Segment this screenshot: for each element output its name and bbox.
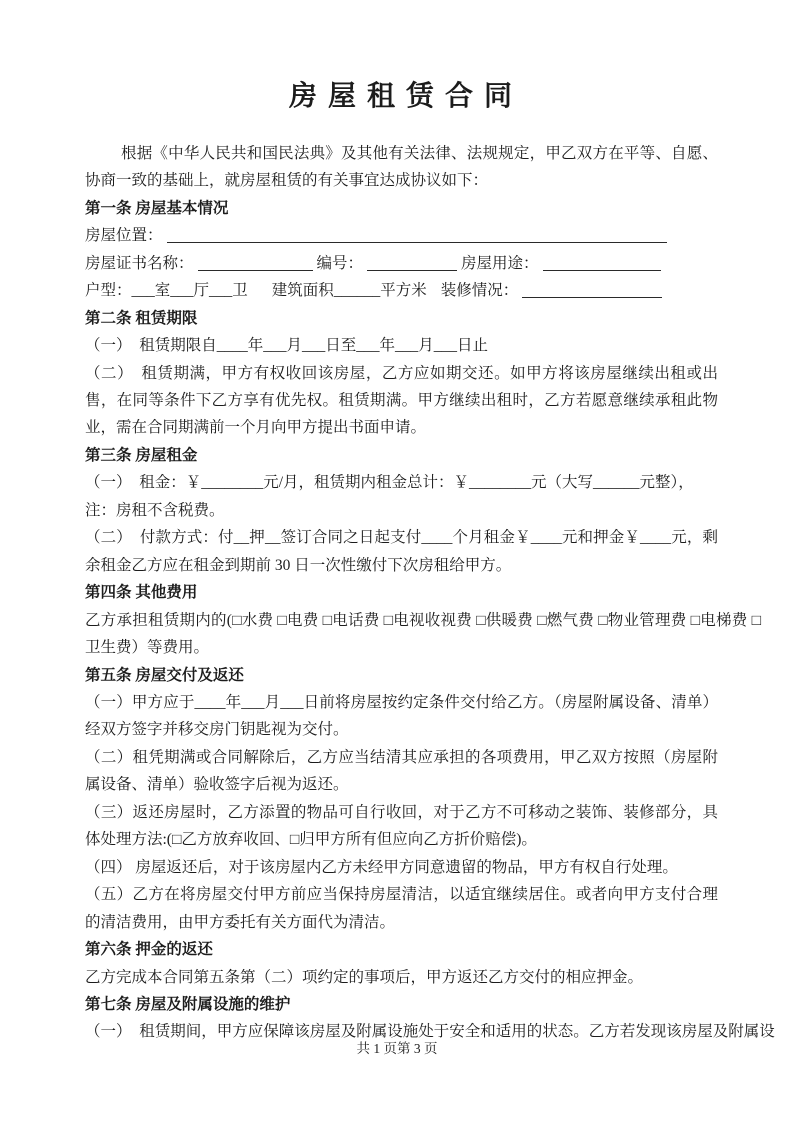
decoration-label: 装修情况： bbox=[440, 282, 519, 300]
certificate-number-label: 编号： bbox=[316, 254, 364, 272]
article-4-fees-paragraph: 乙方承担租赁期内的(□水费 □电费 □电话费 □电视收视费 □供暖费 □燃气费 □物业管理费 □电梯费 □卫生费）等费用。 bbox=[85, 611, 761, 657]
certificate-name-blank-line bbox=[198, 255, 313, 271]
article-7-heading: 第七条 房屋及附属设施的维护 bbox=[85, 996, 291, 1013]
article-6-heading: 第六条 押金的返还 bbox=[85, 941, 213, 959]
article-2-item-1: （一） 租赁期限自____年___月___日至___年___月___日止 bbox=[85, 337, 489, 355]
article-5-item-1: （一）甲方应于____年___月___日前将房屋按约定条件交付给乙方。（房屋附属设备、清单）经双方签字并移交房门钥匙视为交付。 bbox=[85, 694, 718, 739]
article-5-item-4: （四） 房屋返还后，对于该房屋内乙方未经甲方同意遗留的物品，甲方有权自行处理。 bbox=[85, 858, 678, 876]
location-label: 房屋位置： bbox=[85, 227, 163, 245]
article-3-heading: 第三条 房屋租金 bbox=[85, 446, 198, 464]
certificate-number-blank-line bbox=[367, 255, 457, 271]
intro-paragraph: 根据《中华人民共和国民法典》及其他有关法律、法规规定，甲乙双方在平等、自愿、协商一致的基础上，就房屋租赁的有关事宜达成协议如下： bbox=[85, 145, 718, 190]
certificate-name-label: 房屋证书名称： bbox=[85, 254, 194, 272]
layout-text: 户型：___室___厅___卫 bbox=[85, 282, 248, 300]
location-blank-line bbox=[167, 227, 667, 243]
article-3-item-2: （二） 付款方式：付__押__签订合同之日起支付____个月租金￥____元和押金￥____元，剩余租金乙方应在租金到期前 30 日一次性缴付下次房租给甲方。 bbox=[85, 529, 718, 574]
document-body bbox=[85, 140, 775, 1046]
usage-blank-line bbox=[543, 255, 661, 271]
field-row-certificate bbox=[85, 250, 718, 277]
article-2-item-2: （二） 租赁期满，甲方有权收回该房屋，乙方应如期交还。如甲方将该房屋继续出租或出售，在同等条件下乙方享有优先权。租赁期满。甲方继续出租时，乙方若愿意继续承租此物业，需在合同期满前一个月向甲方提出书面申请。 bbox=[85, 364, 718, 437]
decoration-blank-line bbox=[522, 282, 662, 298]
article-5-item-5: （五）乙方在将房屋交付甲方前应当保持房屋清洁，以适宜继续居住。或者向甲方支付合理的清洁费用，由甲方委托有关方面代为清洁。 bbox=[85, 886, 718, 931]
article-6-paragraph: 乙方完成本合同第五条第（二）项约定的事项后，甲方返还乙方交付的相应押金。 bbox=[85, 968, 644, 986]
article-5-heading: 第五条 房屋交付及返还 bbox=[85, 666, 244, 684]
article-5-item-3: （三）返还房屋时，乙方添置的物品可自行收回，对于乙方不可移动之装饰、装修部分，具体处理方法:(□乙方放弃收回、□归甲方所有但应向乙方折价赔偿)。 bbox=[85, 803, 718, 849]
article-1-heading: 第一条 房屋基本情况 bbox=[85, 199, 229, 217]
article-2-heading: 第二条 租赁期限 bbox=[85, 309, 198, 327]
article-3-note: 注：房租不含税费。 bbox=[85, 501, 225, 519]
field-row-layout bbox=[85, 277, 718, 304]
article-7-item-1: （一） 租赁期间，甲方应保障该房屋及附属设施处于安全和适用的状态。乙方若发现该房屋及附属设 bbox=[85, 1023, 775, 1041]
article-3-item-1: （一） 租金：￥________元/月，租赁期内租金总计：￥________元（大写______元整）， bbox=[85, 474, 694, 492]
floor-area-text: 建筑面积______平方米 bbox=[271, 282, 427, 300]
article-4-heading: 第四条 其他费用 bbox=[85, 584, 198, 602]
usage-label: 房屋用途： bbox=[461, 254, 539, 272]
page-footer: 共 1 页第 3 页 bbox=[356, 1041, 438, 1056]
field-row-location bbox=[85, 222, 718, 249]
article-5-item-2: （二）租凭期满或合同解除后，乙方应当结清其应承担的各项费用，甲乙双方按照（房屋附属设备、清单）验收签字后视为返还。 bbox=[85, 748, 718, 794]
document-title: 房 屋 租 赁 合 同 bbox=[288, 81, 514, 112]
